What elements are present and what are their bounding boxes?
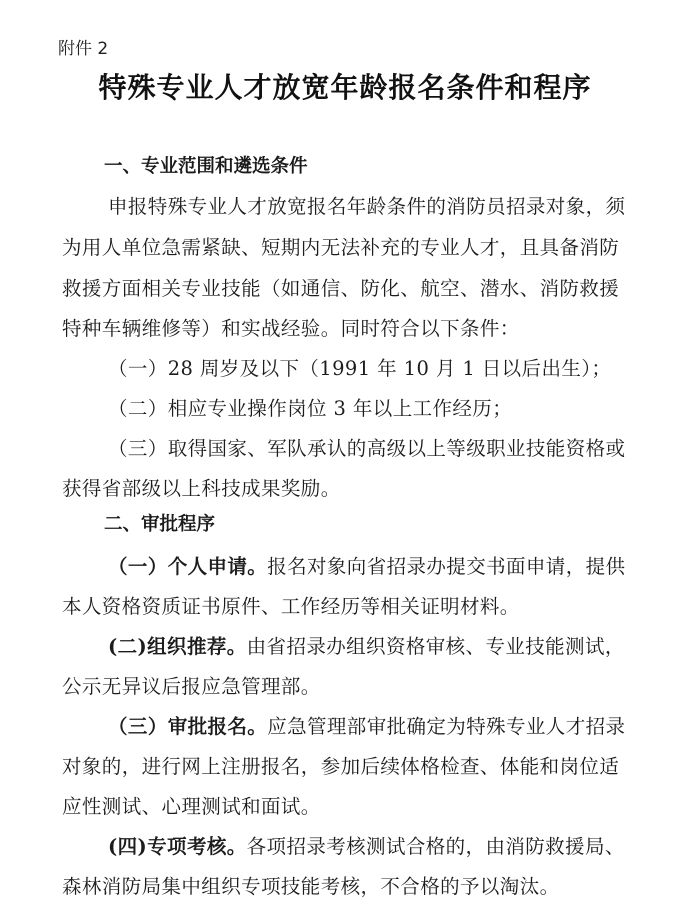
- paragraph-line: 特种车辆维修等）和实战经验。同时符合以下条件：: [62, 317, 520, 340]
- condition-item: （二）相应专业操作岗位 3 年以上工作经历；: [108, 397, 513, 420]
- paragraph-line: 为用人单位急需紧缺、短期内无法补充的专业人才，且具备消防: [62, 236, 620, 259]
- step-text: 各项招录考核测试合格的，由消防救援局、: [246, 835, 625, 858]
- document-title: 特殊专业人才放宽年龄报名条件和程序: [98, 71, 592, 104]
- condition-item: （一）28 周岁及以下（1991 年 10 月 1 日以后出生）；: [108, 357, 612, 380]
- step-label: (四)专项考核。: [108, 835, 247, 858]
- step-line: 公示无异议后报应急管理部。: [62, 675, 321, 698]
- step-line: 本人资格资质证书原件、工作经历等相关证明材料。: [62, 595, 520, 618]
- annex-label: 附件 2: [58, 39, 109, 59]
- condition-item-continued: 获得省部级以上科技成果奖励。: [62, 477, 341, 500]
- step-label: （一）个人申请。: [108, 555, 268, 578]
- step-line: 森林消防局集中组织专项技能考核，不合格的予以淘汰。: [62, 875, 560, 898]
- step-line: [108, 631, 625, 659]
- paragraph-line: 申报特殊专业人才放宽报名年龄条件的消防员招录对象，须: [108, 195, 626, 218]
- section-heading-scope: 一、专业范围和遴选条件: [104, 156, 308, 177]
- step-text: 应急管理部审批确定为特殊专业人才招录: [267, 715, 626, 738]
- step-line: [108, 831, 625, 859]
- step-line: 应性测试、心理测试和面试。: [62, 795, 321, 818]
- condition-item: （三）取得国家、军队承认的高级以上等级职业技能资格或: [108, 437, 626, 460]
- section-heading-procedure: 二、审批程序: [104, 514, 216, 535]
- step-line: 对象的，进行网上注册报名，参加后续体格检查、体能和岗位适: [62, 755, 620, 778]
- step-text: 由省招录办组织资格审核、专业技能测试，: [246, 635, 625, 658]
- paragraph-line: 救援方面相关专业技能（如通信、防化、航空、潜水、消防救援: [62, 277, 620, 300]
- step-line: [108, 551, 625, 579]
- step-text: 报名对象向省招录办提交书面申请，提供: [267, 555, 626, 578]
- step-label: (二)组织推荐。: [108, 635, 247, 658]
- step-line: [108, 711, 625, 739]
- step-label: （三）审批报名。: [108, 715, 268, 738]
